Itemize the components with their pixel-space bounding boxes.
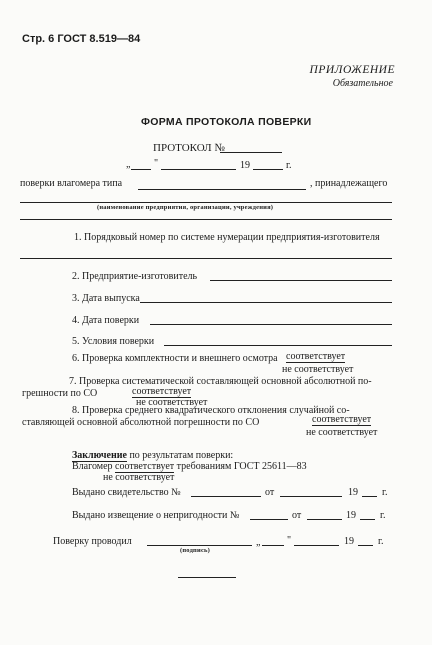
date-month-line [161,169,236,170]
protocol-label: ПРОТОКОЛ № [153,142,225,154]
conclusion-end: требованиям ГОСТ 25611—83 [176,461,307,472]
item-4: 4. Дата поверки [72,315,140,326]
intro-prefix: поверки влагомера типа [20,178,123,189]
item-8-line2: ставляющей основной абсолютной погрешности по СО [22,417,260,428]
certificate-year-suffix: г. [382,487,388,498]
verifier-year: 19 [344,536,354,547]
item-6-not-complies: не соответствует [282,364,354,375]
intro-owner-line [20,202,392,203]
notice-from: от [292,510,302,521]
item-7-line1: 7. Проверка систематической составляющей основной абсолютной по- [69,376,372,387]
form-title: ФОРМА ПРОТОКОЛА ПОВЕРКИ [141,116,312,128]
item-2: 2. Предприятие-изготовитель [72,271,198,282]
date-open-quote: „ [126,159,131,170]
protocol-year: 19 [240,160,250,171]
separator-line [20,219,392,220]
verifier-day-line [262,545,284,546]
conclusion-line [72,461,307,472]
item-1: 1. Порядковый номер по системе нумерации предприятия-изготовителя [74,232,380,243]
date-close-quote: " [154,158,159,169]
item-5-line [164,345,392,346]
item-2-line [210,280,392,281]
item-5: 5. Условия поверки [72,336,155,347]
verifier-open-quote: „ [256,537,261,548]
notice-date-line [307,519,342,520]
verifier-signature-line [147,545,252,546]
item-8-not-complies: не соответствует [306,427,378,438]
intro-suffix: , принадлежащего [310,178,388,189]
conclusion-start: Влагомер [72,461,113,472]
closing-rule [178,577,236,578]
protocol-year-suffix: г. [286,160,292,171]
verifier-month-line [294,545,339,546]
item-7-complies: соответствует [132,386,192,397]
certificate-from: от [265,487,275,498]
verifier-year-line [358,545,373,546]
date-year-line [253,169,283,170]
item-6-complies: соответствует [286,351,346,362]
item-3: 3. Дата выпуска [72,293,140,304]
certificate-label: Выдано свидетельство № [72,487,181,498]
verifier-label: Поверку проводил [53,536,132,547]
item-7-line2: грешности по СО [22,388,98,399]
item-8-complies: соответствует [312,414,372,425]
item-8-line1: 8. Проверка среднего квадратического отклонения случайной со- [72,405,350,416]
notice-number-line [250,519,288,520]
conclusion-not-complies: не соответствует [103,472,175,483]
certificate-date-line [280,496,342,497]
conclusion-rest: по результатам поверки: [129,450,234,461]
conclusion-complies: соответствует [115,461,175,472]
item-3-line [140,302,392,303]
page-header: Стр. 6 ГОСТ 8.519—84 [22,33,141,45]
notice-year: 19 [346,510,356,521]
certificate-year: 19 [348,487,358,498]
conclusion-heading [72,450,233,461]
notice-year-line [360,519,375,520]
verifier-close-quote: " [287,535,292,546]
certificate-year-line [362,496,377,497]
appendix-sub: Обязательное [332,78,393,89]
conclusion-label: Заключение [72,450,127,461]
item-4-line [150,324,392,325]
notice-year-suffix: г. [380,510,386,521]
date-day-line [131,169,151,170]
protocol-number-line [220,152,282,153]
owner-caption: (наименование предприятия, организации, учреждения) [97,204,274,211]
item-7-not-complies: не соответствует [136,397,208,408]
item-1-line [20,258,392,259]
item-6: 6. Проверка комплектности и внешнего осмотра [72,353,278,364]
verifier-year-suffix: г. [378,536,384,547]
signature-caption: (подпись) [180,547,211,554]
notice-label: Выдано извещение о непригодности № [72,510,240,521]
intro-type-line [138,189,306,190]
certificate-number-line [191,496,261,497]
appendix-label: ПРИЛОЖЕНИЕ [309,64,395,76]
